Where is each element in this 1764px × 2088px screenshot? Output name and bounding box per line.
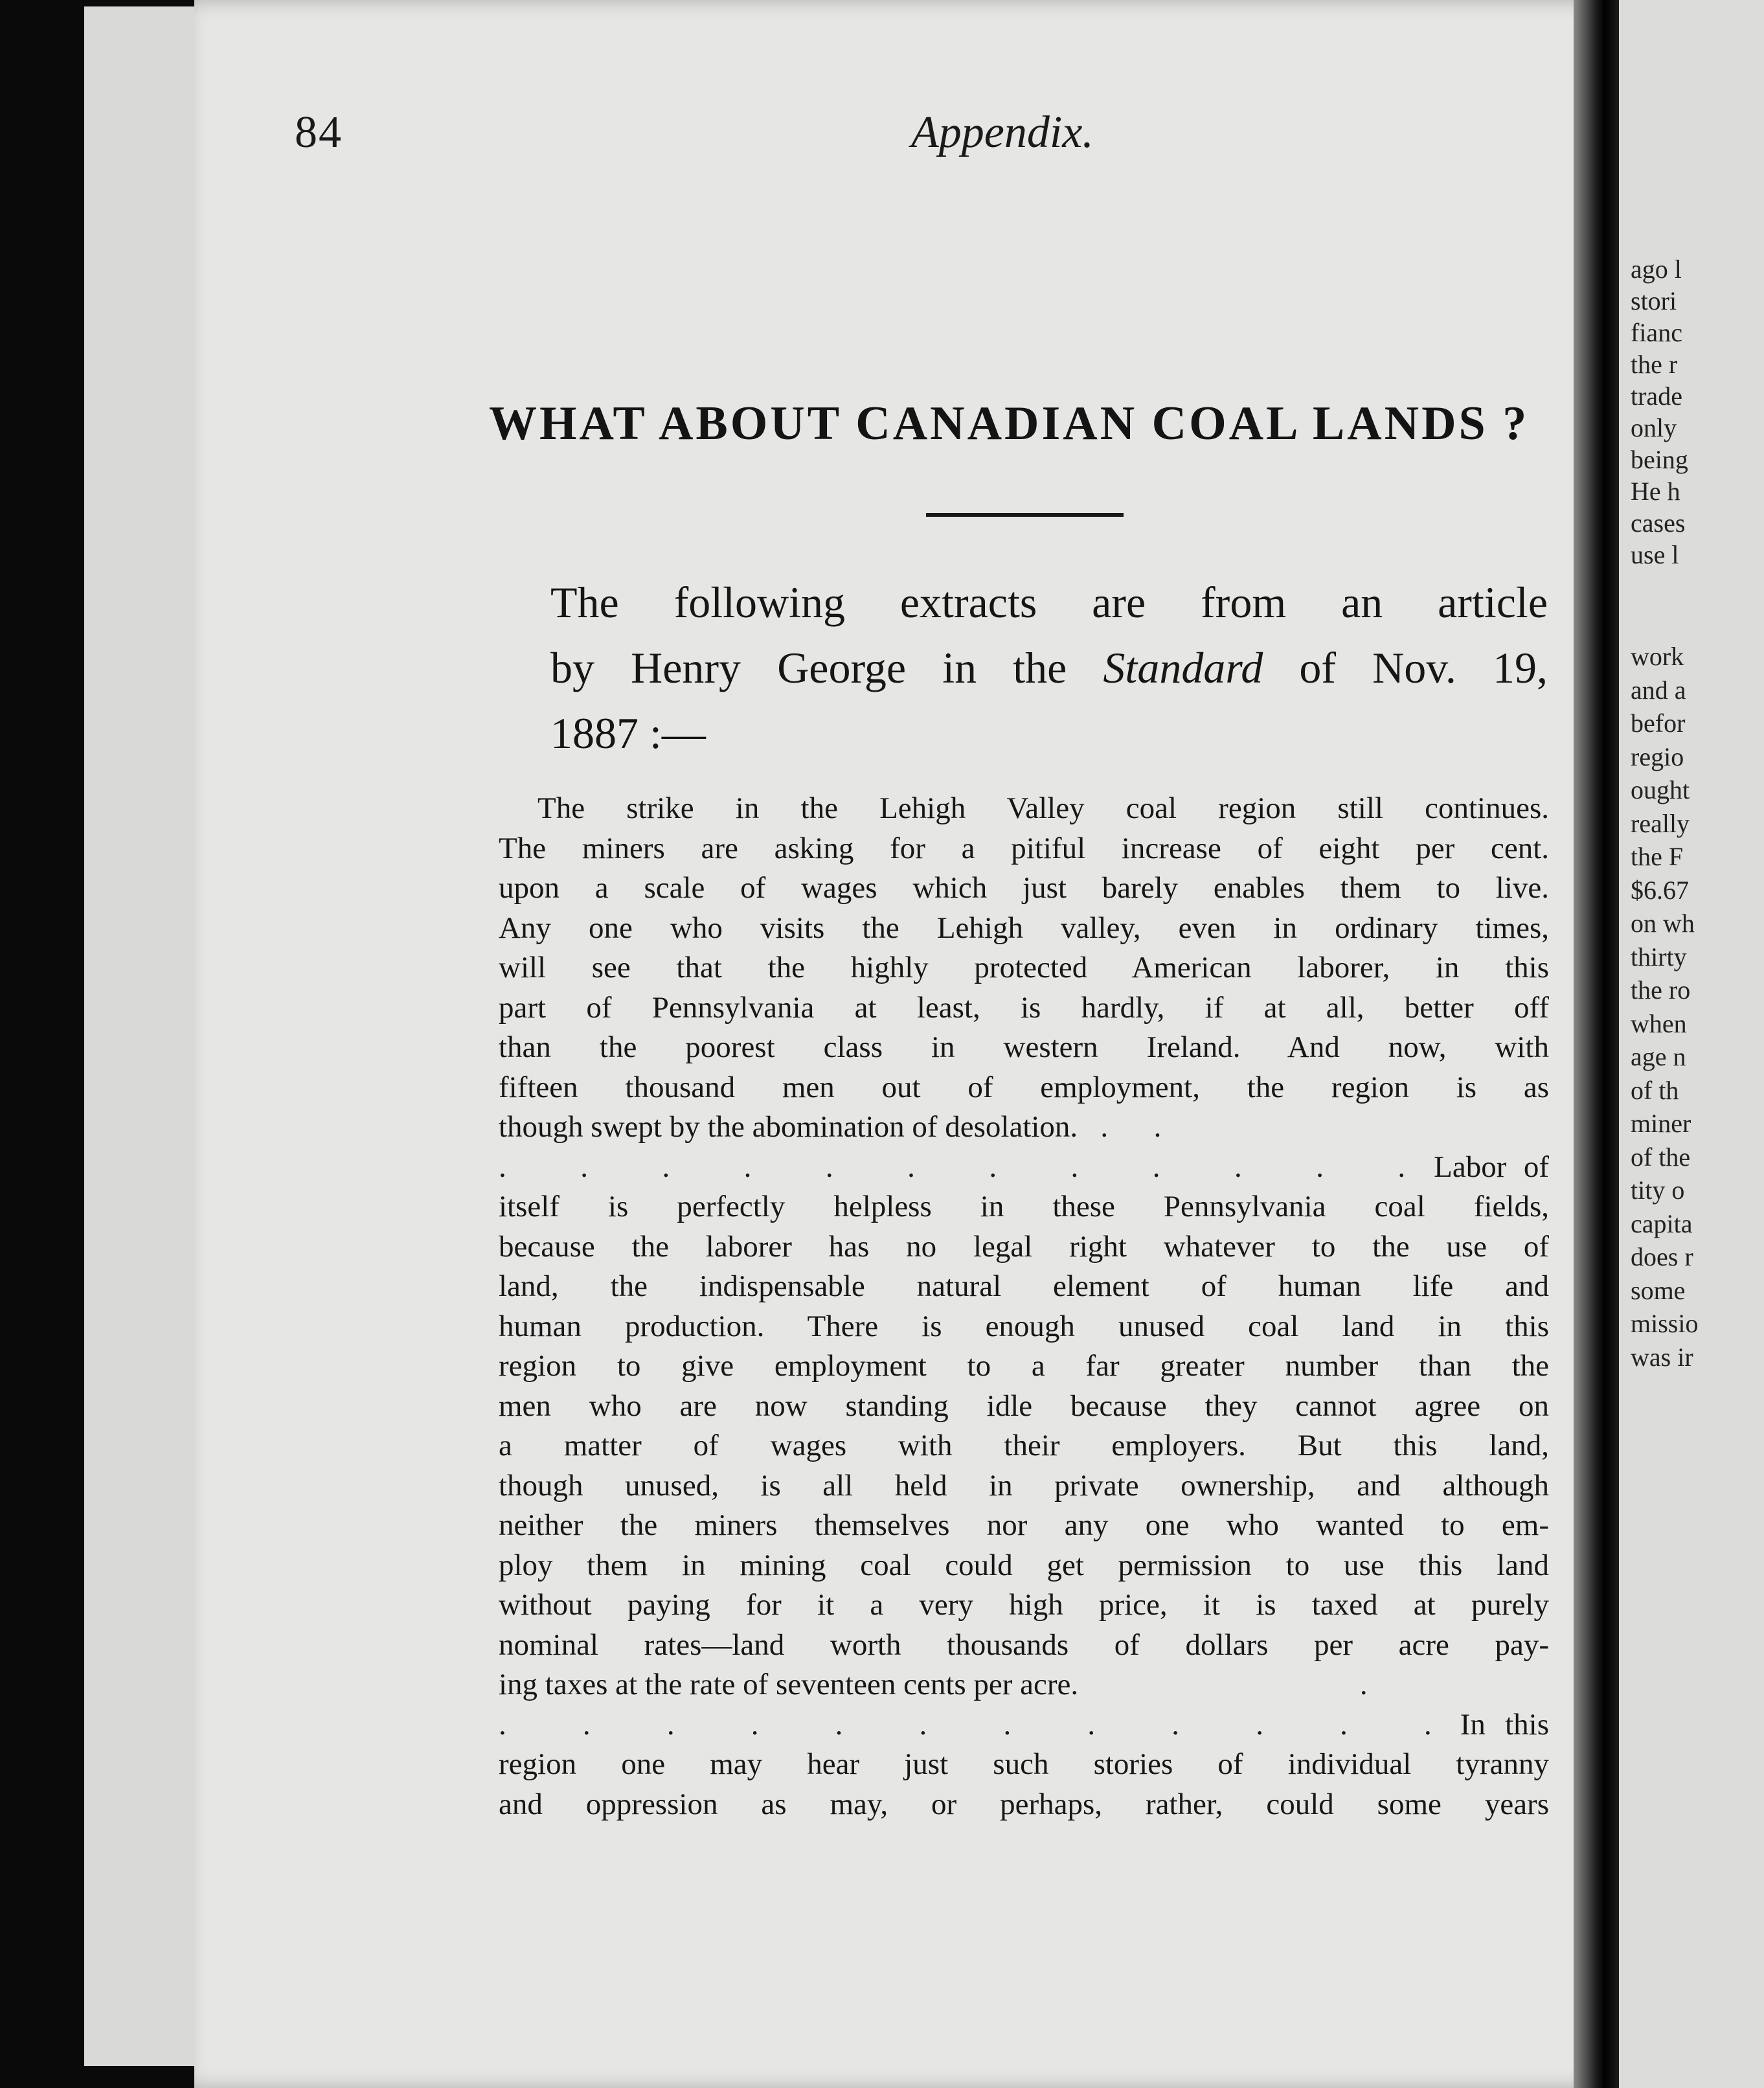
body-line: ing taxes at the rate of seventeen cents per acre. . (499, 1668, 1368, 1701)
facing-page-line: ago l (1631, 255, 1682, 284)
facing-page-line: of th (1631, 1075, 1679, 1105)
body-line: though swept by the abomination of desolation. . . (499, 1110, 1162, 1144)
facing-page-line: trade (1631, 381, 1682, 411)
intro-paragraph (550, 570, 1548, 766)
facing-page-line: fianc (1631, 318, 1682, 347)
article-title: WHAT ABOUT CANADIAN COAL LANDS ? (489, 397, 1530, 450)
body-line (499, 1705, 1549, 1745)
body-line: ploy them in mining coal could get permission to use this land (499, 1548, 1549, 1582)
facing-page-line: He h (1631, 477, 1680, 506)
body-line: fifteen thousand men out of employment, the region is as (499, 1070, 1549, 1104)
body-line-text: Labor of (1434, 1150, 1549, 1184)
intro-line-part: by Henry George in the Standard of Nov. 19, (550, 643, 1548, 692)
facing-page-line: missio (1631, 1309, 1699, 1338)
facing-page-line: capita (1631, 1209, 1693, 1238)
facing-page-line: the r (1631, 350, 1678, 379)
facing-page-line: $6.67 (1631, 875, 1689, 905)
facing-page (1619, 0, 1764, 2088)
facing-page-line: the ro (1631, 975, 1691, 1004)
facing-page-line: the F (1631, 842, 1684, 871)
facing-page-line: miner (1631, 1109, 1691, 1138)
facing-page-line: regio (1631, 742, 1684, 771)
body-line: land, the indispensable natural element of human life and (499, 1269, 1549, 1303)
body-line-text: In this (1460, 1707, 1549, 1742)
body-line: upon a scale of wages which just barely enables them to live. (499, 871, 1549, 905)
body-line: Any one who visits the Lehigh valley, even in ordinary times, (499, 911, 1549, 945)
body-line: part of Pennsylvania at least, is hardly, if at all, better off (499, 990, 1549, 1025)
body-line: men who are now standing idle because they cannot agree on (499, 1389, 1549, 1423)
facing-page-line: tity o (1631, 1175, 1685, 1205)
facing-page-line: of the (1631, 1142, 1691, 1172)
intro-line: The following extracts are from an article (550, 578, 1548, 627)
facing-page-line: ought (1631, 775, 1690, 804)
body-line: The strike in the Lehigh Valley coal region still continues. (537, 791, 1549, 825)
running-title: Appendix. (911, 108, 1094, 157)
facing-page-line: thirty (1631, 942, 1687, 971)
facing-page-line: cases (1631, 508, 1686, 538)
body-line-text: though swept by the abomination of desolation. (499, 1110, 1078, 1144)
body-line: and oppression as may, or perhaps, rather, could some years (499, 1787, 1549, 1821)
facing-page-line: and a (1631, 675, 1686, 705)
body-line-text: ing taxes at the rate of seventeen cents per acre. (499, 1668, 1079, 1701)
ellipsis-dots: . . . . . . . . . . . . (499, 1707, 1460, 1742)
facing-page-line: does r (1631, 1242, 1693, 1271)
italic-title-word: Standard (1103, 643, 1263, 692)
running-header (295, 107, 1557, 159)
body-line: a matter of wages with their employers. But this land, (499, 1429, 1549, 1462)
book-gutter (1574, 0, 1625, 2088)
body-line: The miners are asking for a pitiful increase of eight per cent. (499, 831, 1549, 865)
intro-line (550, 635, 1548, 701)
body-line (499, 1148, 1549, 1188)
body-line: because the laborer has no legal right whatever to the use of (499, 1229, 1549, 1264)
facing-page-line: some (1631, 1275, 1686, 1305)
intro-line: 1887 :— (550, 709, 706, 758)
facing-page-line: was ir (1631, 1342, 1693, 1372)
body-line: will see that the highly protected American laborer, in this (499, 951, 1549, 984)
facing-page-line: befor (1631, 709, 1686, 738)
facing-page-line: age n (1631, 1042, 1686, 1071)
facing-page-line: when (1631, 1008, 1687, 1038)
body-line: without paying for it a very high price, it is taxed at purely (499, 1588, 1549, 1622)
ellipsis-dots: . . . . . . . . . . . . (499, 1150, 1434, 1184)
facing-page-line: only (1631, 413, 1677, 442)
page-number: 84 (295, 108, 343, 157)
body-line: than the poorest class in western Ireland. And now, with (499, 1030, 1549, 1064)
facing-page-line: work (1631, 642, 1684, 671)
facing-page-line: use l (1631, 540, 1679, 569)
body-line: though unused, is all held in private ownership, and although (499, 1468, 1549, 1503)
facing-page-line: being (1631, 445, 1688, 474)
body-line: itself is perfectly helpless in these Pennsylvania coal fields, (499, 1190, 1549, 1223)
body-line: neither the miners themselves nor any one who wanted to em- (499, 1508, 1549, 1542)
body-line: region to give employment to a far greater number than the (499, 1349, 1549, 1383)
body-line: region one may hear just such stories of individual tyranny (499, 1747, 1549, 1781)
body-line: human production. There is enough unused coal land in this (499, 1309, 1549, 1343)
article-body (499, 789, 1549, 1824)
facing-page-line: on wh (1631, 909, 1695, 938)
facing-page-line: really (1631, 808, 1690, 838)
title-rule (926, 513, 1124, 517)
body-line: nominal rates—land worth thousands of dollars per acre pay- (499, 1628, 1549, 1662)
facing-page-line: stori (1631, 286, 1677, 315)
